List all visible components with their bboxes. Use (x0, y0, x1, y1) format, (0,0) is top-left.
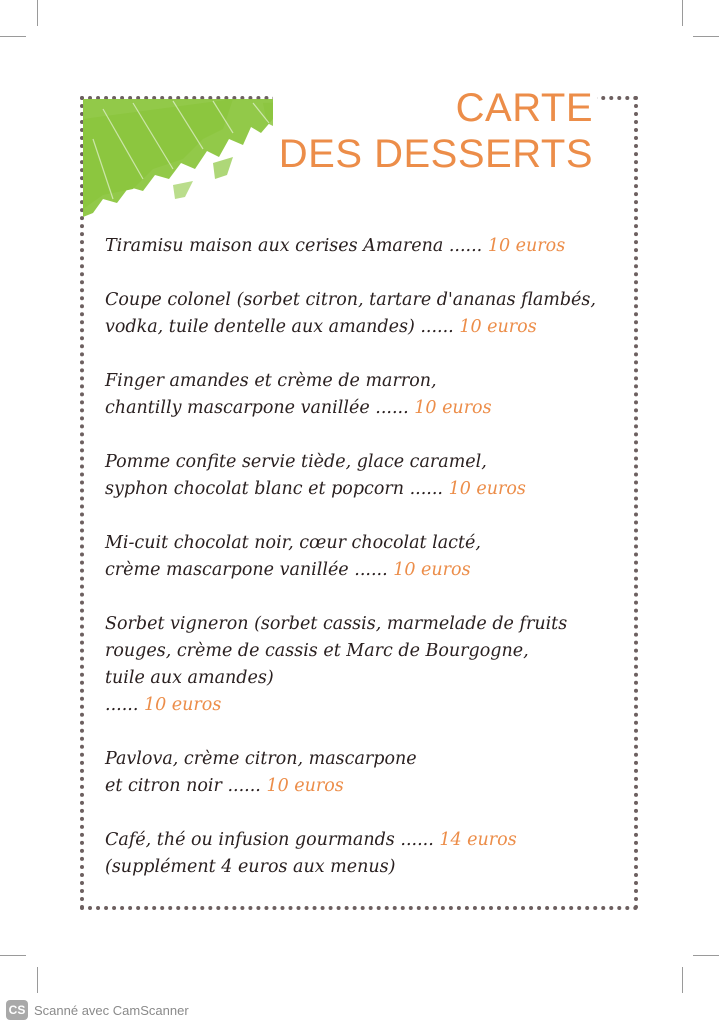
crop-mark-bottom-left (37, 967, 38, 993)
leader-dots: ...... (375, 398, 409, 418)
dessert-name: Sorbet vigneron (sorbet cassis, marmelade de fruits (105, 614, 568, 634)
list-item (105, 233, 625, 260)
leader-dots: ...... (400, 830, 434, 850)
menu-title (273, 86, 597, 176)
crop-mark-top-left (37, 0, 38, 26)
list-item (105, 449, 625, 503)
title-line-1: CARTE (455, 86, 593, 130)
title-line-2: DES DESSERTS (278, 132, 593, 176)
dessert-price: 10 euros (414, 398, 492, 418)
dessert-price: 10 euros (266, 776, 344, 796)
dessert-description: vodka, tuile dentelle aux amandes) (105, 317, 415, 337)
dessert-price: 10 euros (487, 236, 566, 256)
crop-mark-top-right-h (693, 36, 719, 37)
crop-mark-top-left-h (0, 36, 26, 37)
leader-dots: ...... (448, 236, 483, 256)
dessert-name: Café, thé ou infusion gourmands (105, 830, 395, 850)
dessert-description: chantilly mascarpone vanillée (105, 398, 370, 418)
dessert-price: 14 euros (439, 830, 517, 850)
leader-dots: ...... (354, 560, 388, 580)
dessert-note: (supplément 4 euros aux menus) (105, 857, 396, 877)
dessert-description: tuile aux amandes) (105, 668, 274, 688)
dessert-price: 10 euros (143, 695, 222, 715)
dessert-description: syphon chocolat blanc et popcorn (105, 479, 405, 499)
camscanner-logo-icon: CS (6, 1000, 28, 1020)
dessert-description: et citron noir (105, 776, 222, 796)
dessert-name: Finger amandes et crème de marron, (105, 371, 437, 391)
leader-dots: ...... (409, 479, 443, 499)
camscanner-watermark (6, 999, 189, 1021)
dessert-name: Pavlova, crème citron, mascarpone (105, 749, 417, 769)
camscanner-text: Scanné avec CamScanner (34, 1002, 189, 1018)
dessert-price: 10 euros (459, 317, 537, 337)
crop-mark-top-right (682, 0, 683, 26)
list-item (105, 530, 625, 584)
list-item (105, 368, 625, 422)
dessert-price: 10 euros (393, 560, 471, 580)
dessert-name: Coupe colonel (sorbet citron, tartare d'ananas flambés, (105, 290, 596, 310)
dessert-price: 10 euros (448, 479, 526, 499)
list-item (105, 287, 625, 341)
leader-dots: ...... (105, 695, 139, 715)
crop-mark-bottom-right-h (693, 955, 719, 956)
dessert-name: Mi-cuit chocolat noir, cœur chocolat lacté, (105, 533, 481, 553)
list-item (105, 827, 625, 881)
list-item (105, 746, 625, 800)
dessert-name: Tiramisu maison aux cerises Amarena (105, 236, 444, 256)
dessert-name: Pomme confite servie tiède, glace caramel, (105, 452, 487, 472)
dessert-description: crème mascarpone vanillée (105, 560, 349, 580)
leader-dots: ...... (227, 776, 261, 796)
crop-mark-bottom-left-h (0, 955, 26, 956)
dessert-description: rouges, crème de cassis et Marc de Bourgogne, (105, 641, 529, 661)
crop-mark-bottom-right (682, 967, 683, 993)
list-item (105, 611, 625, 719)
dessert-list (105, 233, 625, 908)
leader-dots: ...... (420, 317, 454, 337)
